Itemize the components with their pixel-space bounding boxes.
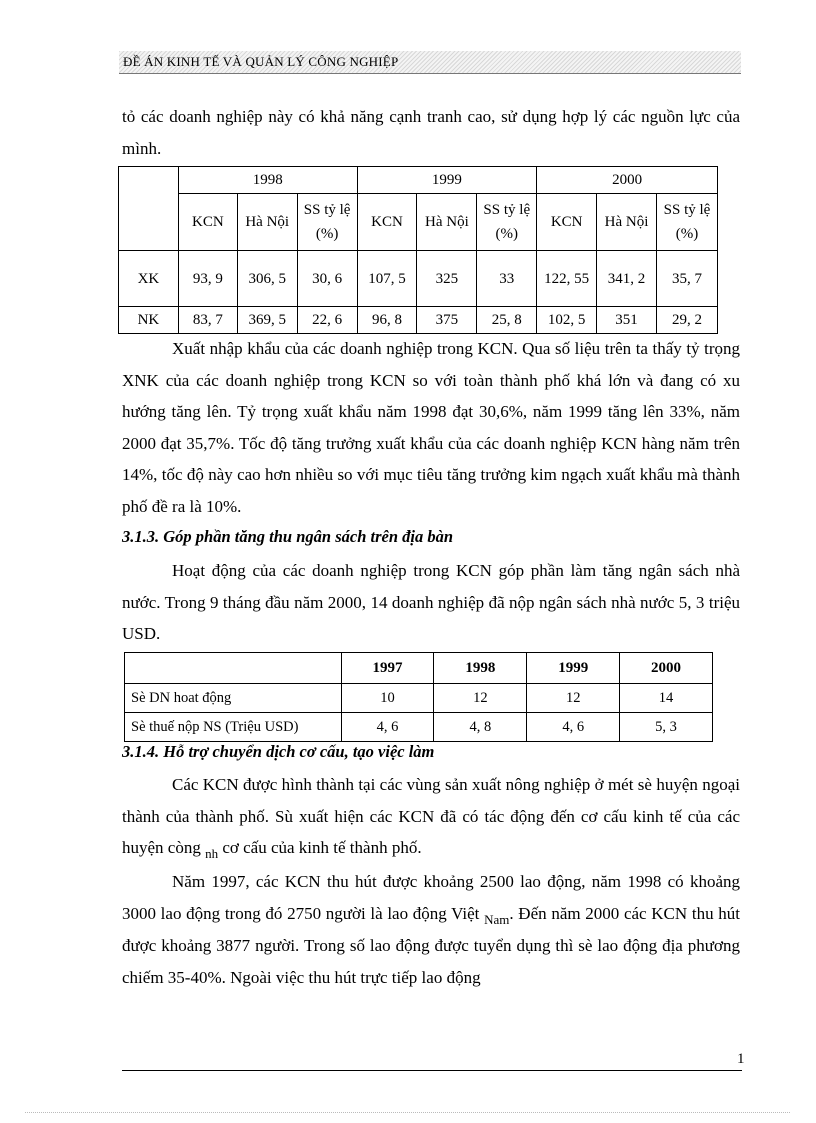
header-title: ĐỀ ÁN KINH TẾ VÀ QUẢN LÝ CÔNG NGHIỆP	[123, 54, 399, 69]
table-cell: 22, 6	[297, 307, 357, 334]
table-cell: 4, 8	[434, 713, 527, 742]
table-cell: 29, 2	[657, 307, 718, 334]
year-header: 1998	[434, 653, 527, 684]
year-header: 1999	[527, 653, 620, 684]
labor-paragraph	[122, 866, 740, 993]
table-cell: 14	[620, 684, 713, 713]
table-cell: 10	[341, 684, 434, 713]
table-cell: 122, 55	[537, 251, 597, 307]
year-header: 1997	[341, 653, 434, 684]
table-row	[119, 251, 718, 307]
table-cell: 12	[434, 684, 527, 713]
subscript-text: Nam	[484, 911, 510, 927]
table-cell: 4, 6	[527, 713, 620, 742]
table-cell: 351	[597, 307, 657, 334]
year-header: 1999	[357, 167, 537, 194]
structure-text-end: cơ cấu của kinh tế thành phố.	[218, 838, 422, 857]
table-row	[125, 713, 713, 742]
budget-table	[124, 652, 713, 742]
subheader-cell: KCN	[357, 194, 417, 251]
table-cell: 25, 8	[477, 307, 537, 334]
budget-paragraph	[122, 555, 740, 650]
table-cell: 35, 7	[657, 251, 718, 307]
row-label: Sè DN hoat động	[125, 684, 342, 713]
subheader-cell: SS tỷ lệ (%)	[297, 194, 357, 251]
page-number: 1	[737, 1051, 745, 1067]
subheader-cell: Hà Nội	[597, 194, 657, 251]
year-header: 1998	[178, 167, 357, 194]
table-cell: 12	[527, 684, 620, 713]
labor-text: Năm 1997, các KCN thu hút được khoảng 2500 lao động, năm 1998 có khoảng 3000 lao động trong đó 2750 người là lao động Việt	[122, 872, 740, 923]
row-label: XK	[119, 251, 179, 307]
subheader-cell: KCN	[537, 194, 597, 251]
table-cell: 375	[417, 307, 477, 334]
table-cell: 93, 9	[178, 251, 237, 307]
year-header: 2000	[620, 653, 713, 684]
running-header	[119, 51, 741, 74]
trade-paragraph	[122, 333, 740, 522]
table-cell: 107, 5	[357, 251, 417, 307]
table-cell: 96, 8	[357, 307, 417, 334]
subscript-text: nh	[205, 846, 219, 861]
labor-text-end: . Đến năm 2000 các KCN thu hút được khoảng 3877 người. Trong số lao động được tuyển dụng thì sè lao động địa phương chiếm 35-40%. Ngoài việc thu hút trực tiếp lao động	[122, 903, 740, 987]
footer-rule	[122, 1070, 742, 1071]
budget-paragraph-text: Hoạt động của các doanh nghiệp trong KCN góp phần làm tăng ngân sách nhà nước. Trong 9 tháng đầu năm 2000, 14 doanh nghiệp đã nộp ngân sách nhà nước 5, 3 triệu USD.	[122, 561, 740, 643]
row-label: NK	[119, 307, 179, 334]
subheader-cell: SS tỷ lệ (%)	[477, 194, 537, 251]
table-cell: 341, 2	[597, 251, 657, 307]
subheader-cell: KCN	[178, 194, 237, 251]
table-cell: 4, 6	[341, 713, 434, 742]
year-header: 2000	[537, 167, 718, 194]
intro-paragraph: tỏ các doanh nghiệp này có khả năng cạnh tranh cao, sử dụng hợp lý các nguồn lực của mình.	[122, 107, 740, 158]
subheader-cell: Hà Nội	[417, 194, 477, 251]
structure-paragraph	[122, 769, 740, 865]
table-row	[125, 684, 713, 713]
table-cell: 369, 5	[237, 307, 297, 334]
row-label: Sè thuế nộp NS (Triệu USD)	[125, 713, 342, 742]
page-edge-divider	[25, 1112, 790, 1113]
table-cell: 306, 5	[237, 251, 297, 307]
structure-text: Các KCN được hình thành tại các vùng sản xuất nông nghiệp ở mét sè huyện ngoại thành của thành phố. Sù xuất hiện các KCN đã có tác động đến cơ cấu kinh tế của các huyện còng	[122, 775, 740, 857]
table-cell: 30, 6	[297, 251, 357, 307]
corner-cell	[125, 653, 342, 684]
corner-cell	[119, 167, 179, 251]
section-heading-3-1-3: 3.1.3. Góp phần tăng thu ngân sách trên địa bàn	[122, 527, 454, 546]
table-cell: 325	[417, 251, 477, 307]
trade-paragraph-text: Xuất nhập khẩu của các doanh nghiệp trong KCN. Qua số liệu trên ta thấy tỷ trọng XNK của các doanh nghiệp trong KCN so với toàn thành phố khá lớn và đang có xu hướng tăng lên. Tỷ trọng xuất khẩu năm 1998 đạt 30,6%, năm 1999 tăng lên 33%, năm 2000 đạt 35,7%. Tốc độ tăng trưởng xuất khẩu của các doanh nghiệp KCN hàng năm trên 14%, tốc độ này cao hơn nhiều so với mục tiêu tăng trưởng kim ngạch xuất khẩu mà thành phố đề ra là 10%.	[122, 339, 740, 516]
section-heading-3-1-4: 3.1.4. Hỗ trợ chuyển dịch cơ cấu, tạo việc làm	[122, 742, 435, 761]
table-row	[119, 307, 718, 334]
table-cell: 33	[477, 251, 537, 307]
subheader-cell: Hà Nội	[237, 194, 297, 251]
subheader-cell: SS tỷ lệ (%)	[657, 194, 718, 251]
table-cell: 83, 7	[178, 307, 237, 334]
table-cell: 102, 5	[537, 307, 597, 334]
import-export-table	[118, 166, 718, 334]
table-cell: 5, 3	[620, 713, 713, 742]
